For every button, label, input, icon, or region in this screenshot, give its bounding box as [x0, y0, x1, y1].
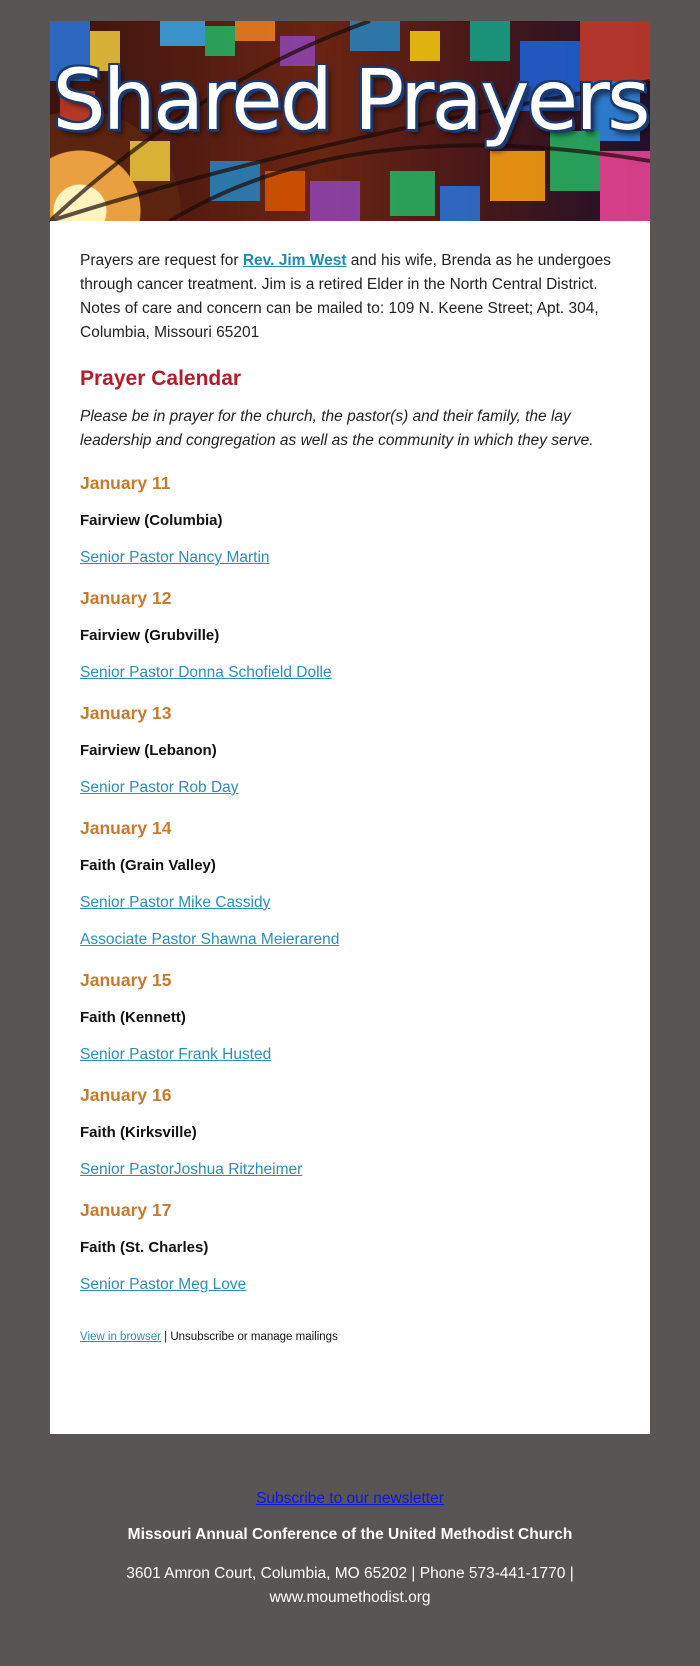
- view-in-browser-link[interactable]: View in browser: [80, 1331, 161, 1343]
- church-name: Faith (St. Charles): [80, 1239, 209, 1256]
- newsletter-card: [50, 21, 650, 1434]
- pastor-link[interactable]: Senior Pastor Meg Love: [80, 1276, 247, 1293]
- church-name: Faith (Kennett): [80, 1009, 186, 1026]
- church-name: Fairview (Lebanon): [80, 742, 217, 759]
- prayer-calendar-lead: Please be in prayer for the church, the pastor(s) and their family, the lay leadership and congregation as well as the community in which they serve.: [80, 408, 594, 449]
- church-name: Faith (Grain Valley): [80, 857, 216, 874]
- church-name: Faith (Kirksville): [80, 1124, 197, 1141]
- footer-separator: |: [160, 1331, 171, 1343]
- pastor-link[interactable]: Associate Pastor Shawna Meierarend: [80, 931, 340, 948]
- pastor-link[interactable]: Senior PastorJoshua Ritzheimer: [80, 1161, 303, 1178]
- church-name: Fairview (Grubville): [80, 627, 220, 644]
- calendar-date: January 14: [80, 818, 172, 838]
- pastor-link[interactable]: Senior Pastor Frank Husted: [80, 1046, 272, 1063]
- calendar-date: January 11: [80, 473, 171, 493]
- banner-title: Shared Prayers: [52, 51, 648, 149]
- church-name: Fairview (Columbia): [80, 512, 223, 529]
- rev-jim-west-link[interactable]: Rev. Jim West: [242, 252, 347, 269]
- calendar-date: January 13: [80, 703, 172, 723]
- prayer-calendar-heading: Prayer Calendar: [80, 367, 242, 390]
- prayer-request-paragraph: [80, 249, 620, 345]
- intro-text-before: Prayers are request for: [80, 252, 243, 269]
- prayer-calendar-list: [80, 471, 620, 1295]
- calendar-date: January 16: [80, 1085, 172, 1105]
- stained-glass-banner: [50, 21, 650, 221]
- unsubscribe-text[interactable]: Unsubscribe or manage mailings: [170, 1331, 338, 1343]
- pastor-link[interactable]: Senior Pastor Nancy Martin: [80, 549, 270, 566]
- calendar-date: January 15: [80, 970, 172, 990]
- content-area: [50, 221, 650, 1343]
- pastor-link[interactable]: Senior Pastor Donna Schofield Dolle: [80, 664, 332, 681]
- intro-text-after: and his wife, Brenda as he undergoes through cancer treatment. Jim is a retired Elder in the North Central District. Notes of care and concern can be mailed to: 109 N. Keene Street; Apt. 304, Columbia, Missouri 65201: [80, 252, 612, 341]
- email-footer-links: [80, 1331, 620, 1343]
- outer-footer: [0, 1490, 700, 1610]
- pastor-link[interactable]: Senior Pastor Mike Cassidy: [80, 894, 271, 911]
- organization-address: 3601 Amron Court, Columbia, MO 65202 | Phone 573-441-1770 | www.moumethodist.org: [126, 1565, 574, 1606]
- calendar-date: January 17: [80, 1200, 172, 1220]
- organization-name: Missouri Annual Conference of the United Methodist Church: [127, 1526, 573, 1543]
- pastor-link[interactable]: Senior Pastor Rob Day: [80, 779, 239, 796]
- calendar-date: January 12: [80, 588, 172, 608]
- subscribe-newsletter-link[interactable]: Subscribe to our newsletter: [256, 1490, 444, 1507]
